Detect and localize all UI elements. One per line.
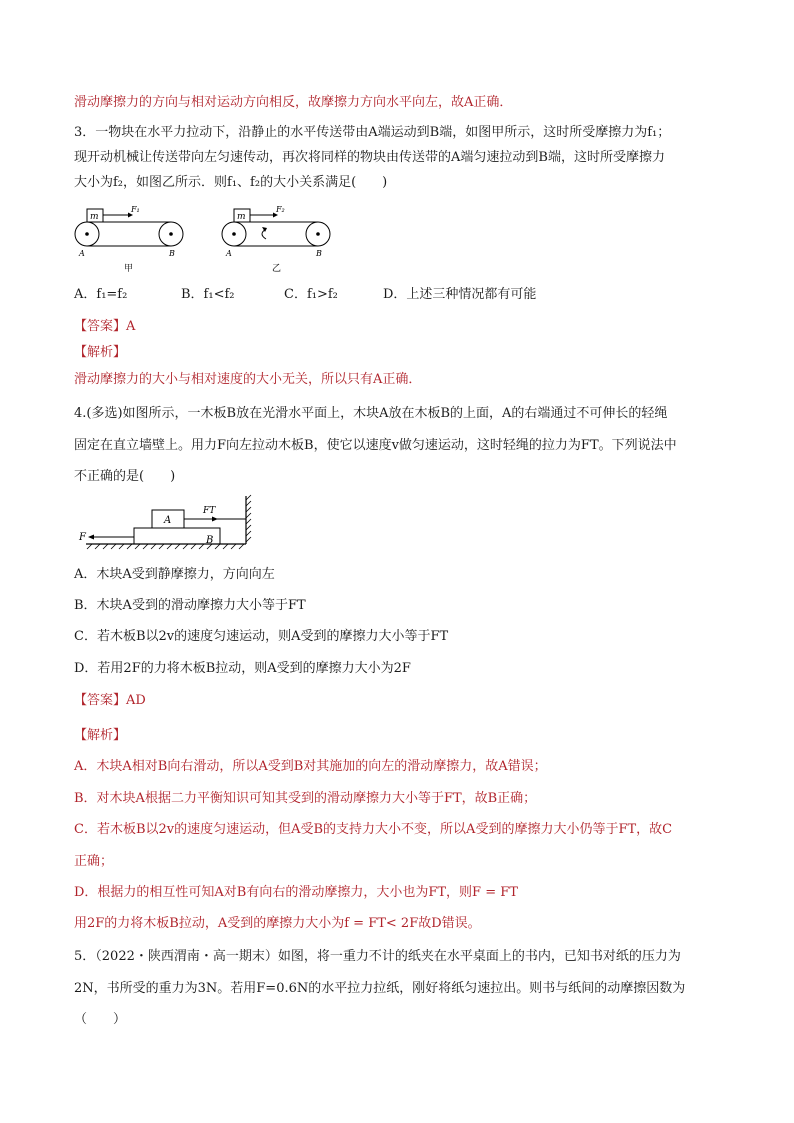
q5-stem-line3: （ ） (74, 1012, 127, 1027)
caption-yi: 乙 (272, 264, 282, 274)
q4-stem-line2: 固定在直立墙壁上。用力F向左拉动木板B，使它以速度v做匀速运动，这时轻绳的拉力为FT。下列说法中 (74, 438, 677, 453)
q3-option-b: B．f₁<f₂ (181, 287, 235, 302)
q4-analysis-line3: C．若木板B以2v的速度匀速运动，但A受B的支持力大小不变，所以A受到的摩擦力大小仍等于FT，故C (74, 822, 673, 837)
q4-analysis-line6: 用2F的力将木板B拉动，A受到的摩擦力大小为f = FT< 2F故D错误。 (74, 916, 481, 931)
q3-option-a: A．f₁=f₂ (74, 287, 128, 302)
q4-option-a: A．木块A受到静摩擦力，方向向左 (74, 567, 275, 582)
force-label-yi: F₂ (276, 205, 285, 214)
prev-explanation: 滑动摩擦力的方向与相对运动方向相反，故摩擦力方向水平向左，故A正确． (74, 95, 513, 110)
q4-option-d: D．若用2F的力将木板B拉动，则A受到的摩擦力大小为2F (74, 661, 411, 676)
q3-analysis-heading: 【解析】 (74, 345, 127, 360)
q4-option-c: C．若木板B以2v的速度匀速运动，则A受到的摩擦力大小等于FT (74, 629, 449, 644)
q3-analysis: 滑动摩擦力的大小与相对速度的大小无关，所以只有A正确． (74, 372, 422, 387)
q3-option-d: D．上述三种情况都有可能 (383, 287, 537, 302)
q4-analysis-line2: B．对木块A根据二力平衡知识可知其受到的滑动摩擦力大小等于FT，故B正确； (74, 791, 537, 806)
caption-jia: 甲 (124, 264, 134, 274)
q4-option-b: B．木块A受到的滑动摩擦力大小等于FT (74, 598, 306, 613)
figure-jia (75, 205, 183, 274)
q4-stem-line3: 不正确的是( ) (74, 469, 176, 484)
block-m-label-jia: m (90, 212, 99, 222)
block-m-label-yi: m (237, 212, 246, 222)
ground-hatching (87, 544, 244, 549)
pull-force-label: F (79, 532, 86, 543)
end-a-label-yi: A (226, 249, 232, 258)
q5-stem-line2: 2N，书所受的重力为3N。若用F=0.6N的水平拉力拉纸，刚好将纸匀速拉出。则书与纸间的动摩擦因数为 (74, 981, 686, 996)
q3-stem-line1: 3．一物块在水平力拉动下，沿静止的水平传送带由A端运动到B端，如图甲所示，这时所受摩擦力为f₁； (74, 125, 671, 140)
q3-option-c: C．f₁>f₂ (284, 287, 338, 302)
figure-yi (222, 205, 330, 274)
pull-force-arrowhead (88, 535, 94, 540)
q4-analysis-line4: 正确； (74, 854, 114, 869)
q3-options (74, 286, 536, 304)
q5-stem-line1: 5．（2022・陕西渭南・高一期末）如图，将一重力不计的纸夹在水平桌面上的书内，已知书对纸的压力为 (74, 949, 681, 964)
end-b-label-yi: B (316, 249, 322, 258)
force-label-jia: F₁ (131, 205, 140, 214)
q4-analysis-line1: A．木块A相对B向右滑动，所以A受到B对其施加的向左的滑动摩擦力，故A错误； (74, 759, 547, 774)
block-a-label: A (164, 515, 172, 526)
end-a-label-jia: A (79, 249, 85, 258)
q3-answer: 【答案】A (74, 319, 136, 334)
q4-board-figure (72, 490, 262, 555)
q3-stem-line2: 现开动机械让传送带向左匀速传动，再次将同样的物块由传送带的A端匀速拉动到B端，这时所受摩擦力 (74, 150, 665, 165)
q3-conveyor-figures (66, 198, 366, 278)
q4-analysis-heading: 【解析】 (74, 728, 127, 743)
q3-stem-line3: 大小为f₂，如图乙所示．则f₁、f₂的大小关系满足( ) (74, 175, 388, 190)
end-b-label-jia: B (169, 249, 175, 258)
board-b-label: B (206, 535, 214, 546)
tension-arrowhead (212, 517, 218, 522)
tension-label: FT (203, 506, 216, 516)
q4-analysis-line5: D．根据力的相互性可知A对B有向右的滑动摩擦力，大小也为FT，则F = FT (74, 885, 518, 900)
q4-answer: 【答案】AD (74, 693, 146, 708)
wall-hatching (246, 495, 251, 542)
q4-stem-line1: 4.(多选)如图所示，一木板B放在光滑水平面上，木块A放在木板B的上面，A的右端通过不可伸长的轻绳 (74, 406, 668, 421)
